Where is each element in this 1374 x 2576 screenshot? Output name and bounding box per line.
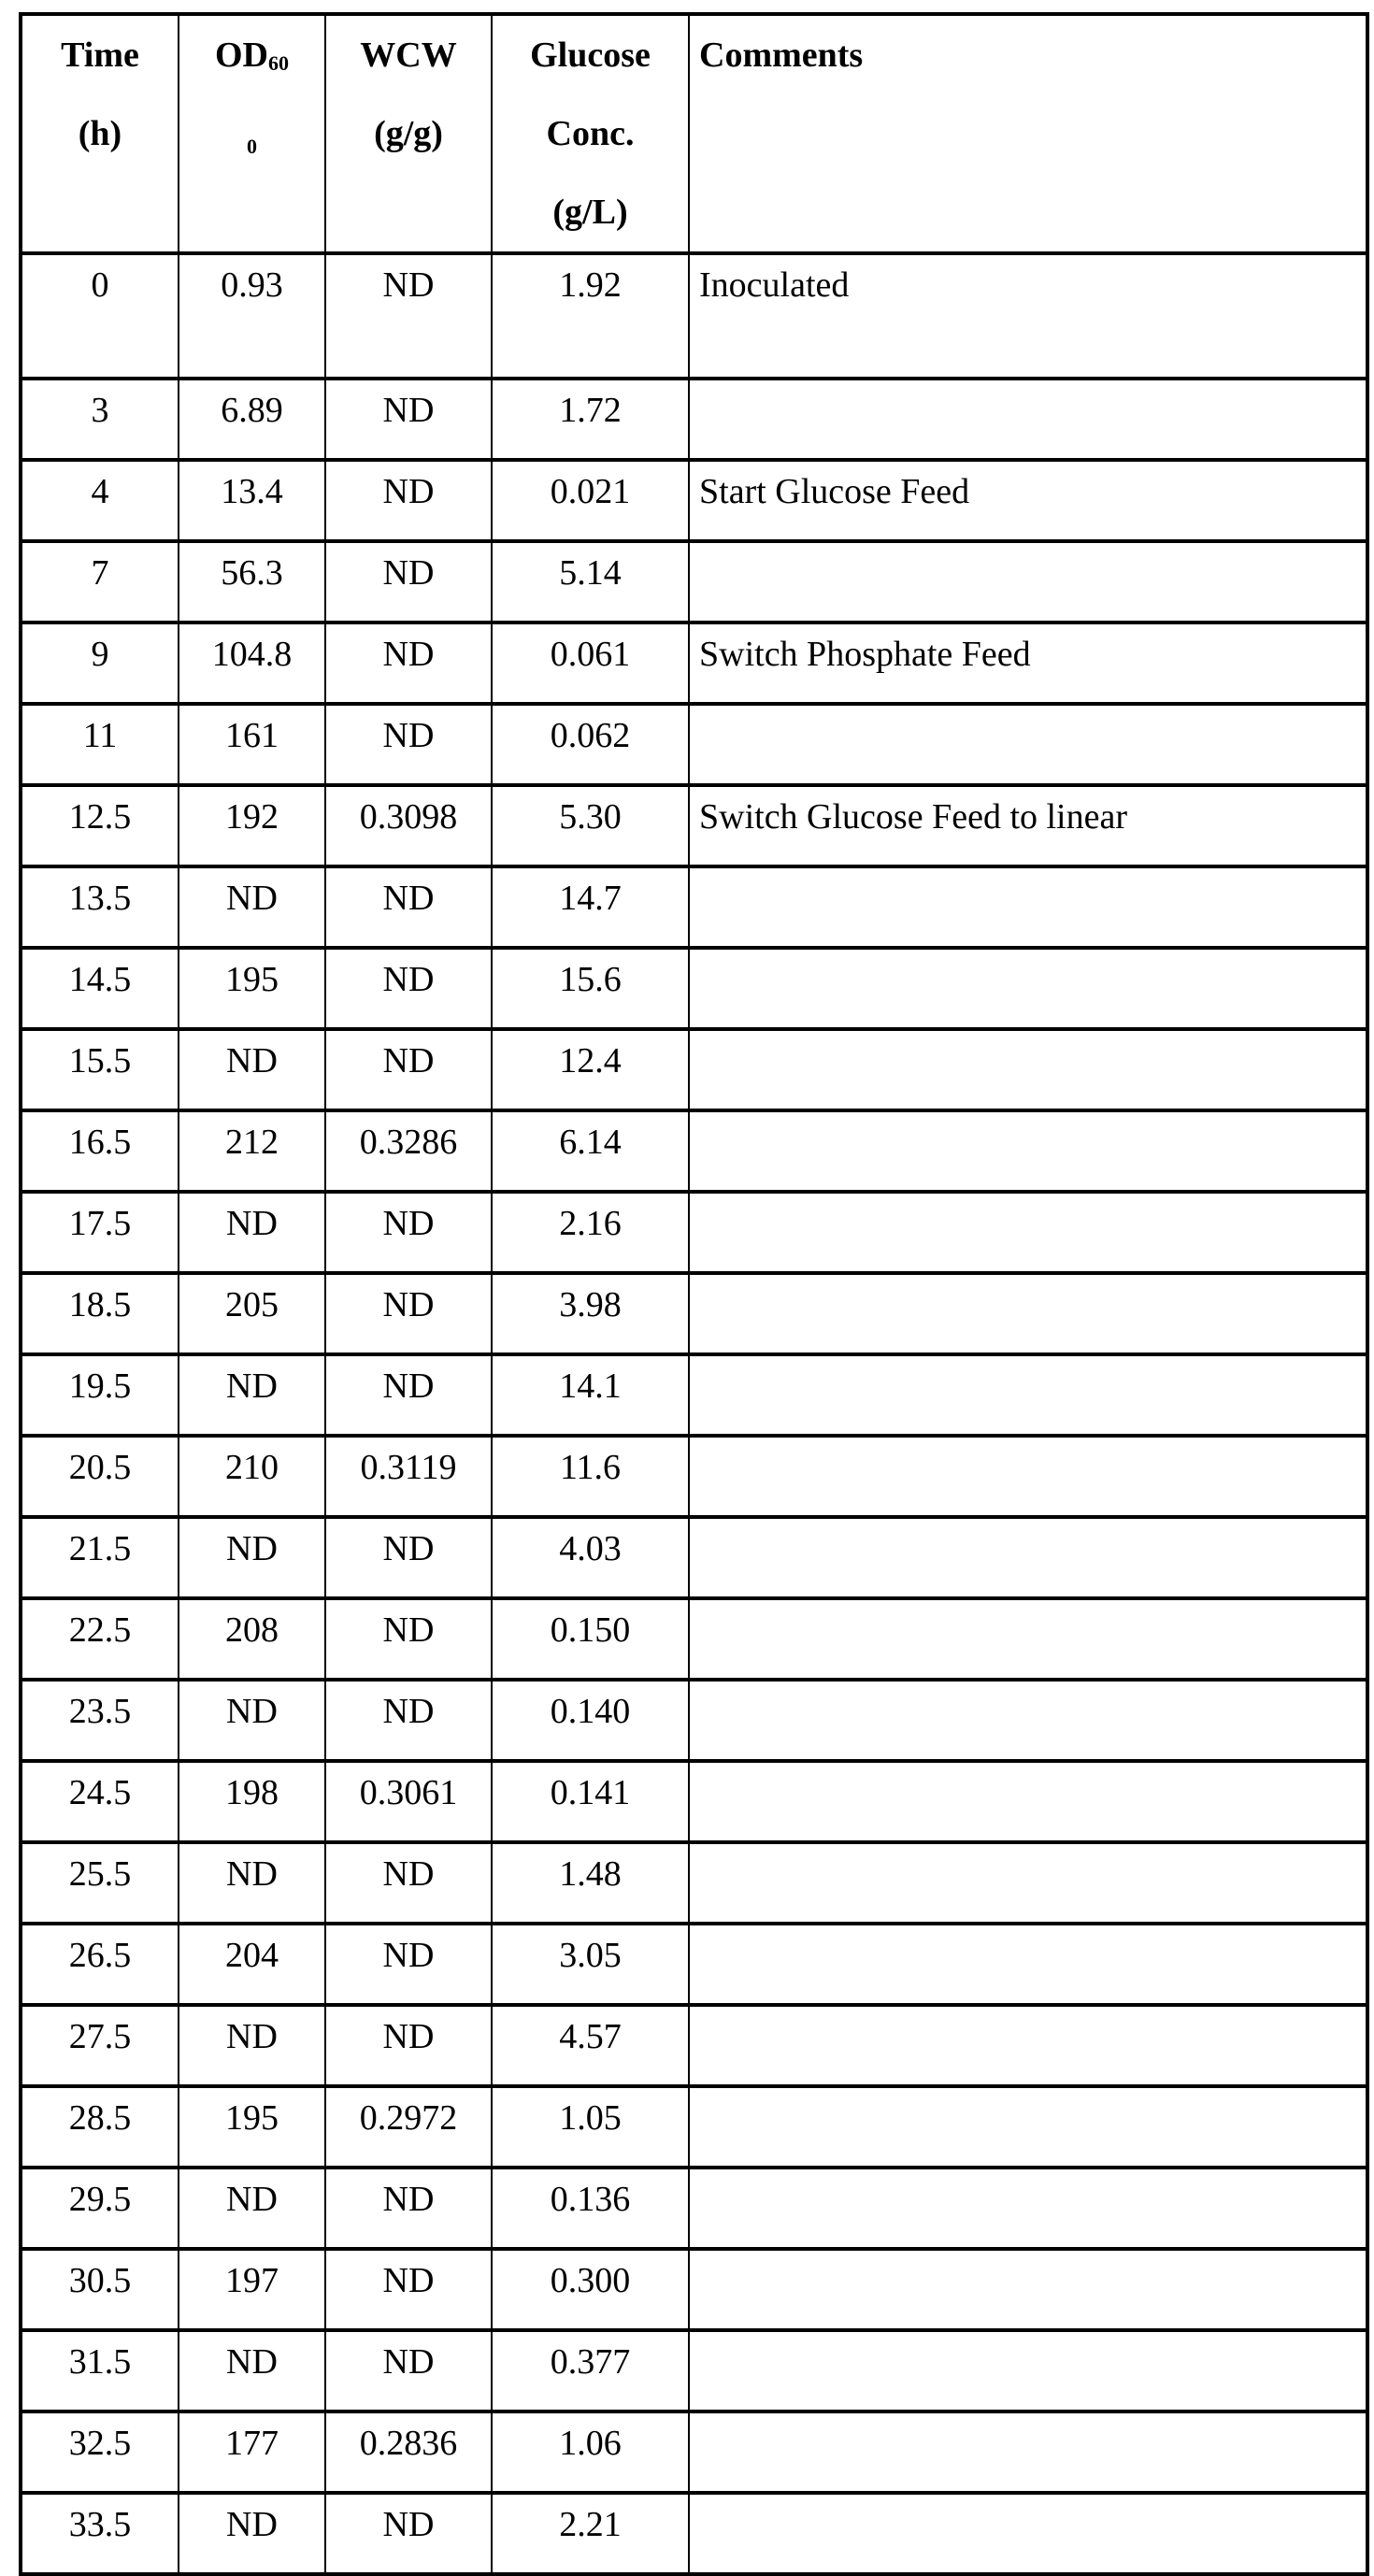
table-row — [21, 2330, 1367, 2411]
cell-time: 13.5 — [21, 866, 179, 948]
cell-od600: 205 — [179, 1273, 325, 1354]
cell-wcw: ND — [325, 541, 492, 623]
table-row — [21, 1761, 1367, 1842]
cell-comment — [689, 1761, 1367, 1842]
cell-wcw: ND — [325, 704, 492, 785]
cell-time: 3 — [21, 379, 179, 460]
table-row — [21, 253, 1367, 379]
cell-glucose: 14.1 — [492, 1354, 689, 1436]
cell-glucose: 14.7 — [492, 866, 689, 948]
header-od-sub-wrapped: 0 — [247, 135, 257, 158]
cell-comment — [689, 948, 1367, 1029]
cell-glucose: 4.57 — [492, 2005, 689, 2086]
cell-time: 29.5 — [21, 2168, 179, 2249]
cell-comment — [689, 1436, 1367, 1517]
cell-glucose: 1.05 — [492, 2086, 689, 2168]
cell-wcw: ND — [325, 1029, 492, 1110]
header-row — [21, 14, 1367, 253]
cell-comment — [689, 1924, 1367, 2005]
table-row — [21, 1354, 1367, 1436]
cell-od600: 161 — [179, 704, 325, 785]
cell-comment: Switch Glucose Feed to linear — [689, 785, 1367, 866]
cell-od600: ND — [179, 1842, 325, 1924]
cell-time: 7 — [21, 541, 179, 623]
table-row — [21, 460, 1367, 541]
table-body — [21, 253, 1367, 2574]
cell-glucose: 3.98 — [492, 1273, 689, 1354]
cell-glucose: 0.377 — [492, 2330, 689, 2411]
cell-time: 0 — [21, 253, 179, 379]
header-od-sub: 60 — [268, 51, 289, 75]
cell-time: 23.5 — [21, 1680, 179, 1761]
table-row — [21, 2005, 1367, 2086]
header-glucose-label2: Conc. — [502, 94, 679, 173]
header-od600-label — [189, 16, 315, 99]
cell-od600: 13.4 — [179, 460, 325, 541]
cell-comment: Inoculated — [689, 253, 1367, 379]
cell-comment — [689, 1192, 1367, 1273]
table-row — [21, 1517, 1367, 1598]
cell-wcw: ND — [325, 2005, 492, 2086]
cell-glucose: 4.03 — [492, 1517, 689, 1598]
header-glucose — [492, 14, 689, 253]
table-row — [21, 948, 1367, 1029]
cell-wcw: ND — [325, 1598, 492, 1680]
cell-time: 20.5 — [21, 1436, 179, 1517]
cell-comment — [689, 1029, 1367, 1110]
cell-wcw: ND — [325, 1354, 492, 1436]
cell-wcw: 0.2972 — [325, 2086, 492, 2168]
cell-comment — [689, 2168, 1367, 2249]
header-wcw-label: WCW — [336, 16, 481, 94]
header-time-unit: (h) — [32, 94, 168, 173]
cell-time: 32.5 — [21, 2411, 179, 2493]
cell-time: 18.5 — [21, 1273, 179, 1354]
cell-glucose: 0.136 — [492, 2168, 689, 2249]
cell-time: 26.5 — [21, 1924, 179, 2005]
cell-glucose: 1.48 — [492, 1842, 689, 1924]
cell-wcw: ND — [325, 1680, 492, 1761]
cell-time: 11 — [21, 704, 179, 785]
cell-comment — [689, 2249, 1367, 2330]
header-glucose-label: Glucose — [502, 16, 679, 94]
cell-od600: ND — [179, 2493, 325, 2574]
cell-wcw: ND — [325, 866, 492, 948]
cell-od600: 204 — [179, 1924, 325, 2005]
cell-glucose: 15.6 — [492, 948, 689, 1029]
table-row — [21, 1842, 1367, 1924]
cell-comment: Start Glucose Feed — [689, 460, 1367, 541]
cell-od600: 0.93 — [179, 253, 325, 379]
cell-time: 16.5 — [21, 1110, 179, 1192]
cell-od600: 198 — [179, 1761, 325, 1842]
cell-wcw: ND — [325, 460, 492, 541]
cell-comment — [689, 1680, 1367, 1761]
cell-wcw: ND — [325, 2168, 492, 2249]
cell-time: 25.5 — [21, 1842, 179, 1924]
cell-time: 31.5 — [21, 2330, 179, 2411]
cell-glucose: 1.72 — [492, 379, 689, 460]
cell-comment — [689, 2411, 1367, 2493]
cell-wcw: ND — [325, 2249, 492, 2330]
cell-time: 30.5 — [21, 2249, 179, 2330]
table-row — [21, 2168, 1367, 2249]
cell-od600: ND — [179, 1029, 325, 1110]
table-row — [21, 704, 1367, 785]
cell-wcw: ND — [325, 623, 492, 704]
cell-comment — [689, 866, 1367, 948]
cell-comment — [689, 1110, 1367, 1192]
cell-od600: ND — [179, 2005, 325, 2086]
header-wcw-unit: (g/g) — [336, 94, 481, 173]
cell-od600: 6.89 — [179, 379, 325, 460]
cell-od600: ND — [179, 2330, 325, 2411]
cell-od600: ND — [179, 2168, 325, 2249]
cell-time: 15.5 — [21, 1029, 179, 1110]
cell-od600: ND — [179, 1680, 325, 1761]
cell-od600: 210 — [179, 1436, 325, 1517]
cell-time: 12.5 — [21, 785, 179, 866]
table-row — [21, 1924, 1367, 2005]
table-row — [21, 2493, 1367, 2574]
cell-od600: 192 — [179, 785, 325, 866]
table-row — [21, 1029, 1367, 1110]
cell-glucose: 11.6 — [492, 1436, 689, 1517]
cell-wcw: ND — [325, 2493, 492, 2574]
cell-glucose: 0.141 — [492, 1761, 689, 1842]
cell-glucose: 0.061 — [492, 623, 689, 704]
cell-comment: Switch Phosphate Feed — [689, 623, 1367, 704]
cell-od600: ND — [179, 1192, 325, 1273]
cell-wcw: 0.2836 — [325, 2411, 492, 2493]
cell-glucose: 2.16 — [492, 1192, 689, 1273]
cell-time: 24.5 — [21, 1761, 179, 1842]
cell-comment — [689, 541, 1367, 623]
cell-comment — [689, 1598, 1367, 1680]
table-row — [21, 2086, 1367, 2168]
cell-wcw: ND — [325, 253, 492, 379]
fermentation-data-table — [19, 12, 1369, 2576]
cell-glucose: 3.05 — [492, 1924, 689, 2005]
cell-wcw: ND — [325, 1842, 492, 1924]
cell-time: 4 — [21, 460, 179, 541]
cell-time: 22.5 — [21, 1598, 179, 1680]
cell-time: 17.5 — [21, 1192, 179, 1273]
cell-od600: 208 — [179, 1598, 325, 1680]
table-row — [21, 866, 1367, 948]
cell-glucose: 0.062 — [492, 704, 689, 785]
cell-wcw: 0.3286 — [325, 1110, 492, 1192]
header-od-main: OD — [215, 36, 268, 75]
table-row — [21, 1598, 1367, 1680]
cell-glucose: 12.4 — [492, 1029, 689, 1110]
cell-od600: ND — [179, 1517, 325, 1598]
cell-od600: ND — [179, 866, 325, 948]
cell-wcw: ND — [325, 948, 492, 1029]
cell-comment — [689, 2330, 1367, 2411]
cell-wcw: 0.3098 — [325, 785, 492, 866]
cell-comment — [689, 2493, 1367, 2574]
cell-wcw: ND — [325, 379, 492, 460]
cell-comment — [689, 704, 1367, 785]
table-row — [21, 1110, 1367, 1192]
cell-od600: ND — [179, 1354, 325, 1436]
cell-wcw: ND — [325, 1273, 492, 1354]
cell-od600: 212 — [179, 1110, 325, 1192]
header-wcw — [325, 14, 492, 253]
table-row — [21, 1273, 1367, 1354]
cell-wcw: 0.3119 — [325, 1436, 492, 1517]
cell-comment — [689, 1842, 1367, 1924]
cell-od600: 197 — [179, 2249, 325, 2330]
cell-od600: 195 — [179, 2086, 325, 2168]
table-row — [21, 2249, 1367, 2330]
cell-wcw: ND — [325, 1924, 492, 2005]
header-comments: Comments — [689, 14, 1367, 253]
table-row — [21, 541, 1367, 623]
cell-glucose: 0.150 — [492, 1598, 689, 1680]
cell-comment — [689, 2005, 1367, 2086]
cell-glucose: 0.021 — [492, 460, 689, 541]
cell-comment — [689, 379, 1367, 460]
table-row — [21, 1680, 1367, 1761]
cell-wcw: 0.3061 — [325, 1761, 492, 1842]
cell-glucose: 5.30 — [492, 785, 689, 866]
cell-glucose: 1.06 — [492, 2411, 689, 2493]
cell-glucose: 5.14 — [492, 541, 689, 623]
table-row — [21, 379, 1367, 460]
table-row — [21, 1192, 1367, 1273]
cell-time: 27.5 — [21, 2005, 179, 2086]
cell-glucose: 1.92 — [492, 253, 689, 379]
cell-wcw: ND — [325, 2330, 492, 2411]
cell-time: 14.5 — [21, 948, 179, 1029]
cell-wcw: ND — [325, 1192, 492, 1273]
header-od600 — [179, 14, 325, 253]
cell-comment — [689, 2086, 1367, 2168]
cell-glucose: 0.140 — [492, 1680, 689, 1761]
cell-od600: 177 — [179, 2411, 325, 2493]
cell-od600: 56.3 — [179, 541, 325, 623]
cell-wcw: ND — [325, 1517, 492, 1598]
cell-comment — [689, 1517, 1367, 1598]
cell-glucose: 0.300 — [492, 2249, 689, 2330]
cell-comment — [689, 1354, 1367, 1436]
cell-comment — [689, 1273, 1367, 1354]
table-row — [21, 785, 1367, 866]
cell-glucose: 2.21 — [492, 2493, 689, 2574]
cell-time: 21.5 — [21, 1517, 179, 1598]
cell-time: 9 — [21, 623, 179, 704]
cell-time: 33.5 — [21, 2493, 179, 2574]
cell-time: 28.5 — [21, 2086, 179, 2168]
cell-time: 19.5 — [21, 1354, 179, 1436]
table-row — [21, 1436, 1367, 1517]
table-row — [21, 2411, 1367, 2493]
header-time-label: Time — [32, 16, 168, 94]
table-row — [21, 623, 1367, 704]
cell-od600: 195 — [179, 948, 325, 1029]
cell-glucose: 6.14 — [492, 1110, 689, 1192]
header-glucose-unit: (g/L) — [502, 173, 679, 251]
header-time — [21, 14, 179, 253]
header-od-sub-wrap — [189, 99, 315, 182]
cell-od600: 104.8 — [179, 623, 325, 704]
